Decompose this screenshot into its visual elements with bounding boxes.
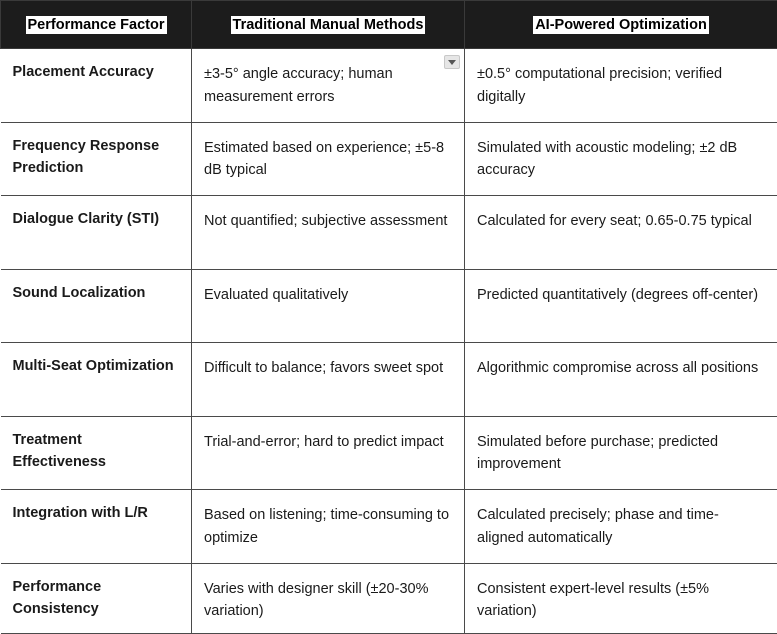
traditional-cell: Estimated based on experience; ±5-8 dB typical bbox=[192, 122, 465, 196]
traditional-cell: Not quantified; subjective assessment bbox=[192, 196, 465, 270]
header-row bbox=[1, 1, 777, 49]
factor-cell: Treatment Effectiveness bbox=[1, 416, 192, 490]
ai-cell: Consistent expert-level results (±5% variation) bbox=[465, 563, 777, 633]
traditional-cell: Difficult to balance; favors sweet spot bbox=[192, 343, 465, 417]
factor-cell: Frequency Response Prediction bbox=[1, 122, 192, 196]
header-traditional-methods bbox=[192, 1, 465, 49]
table-body bbox=[1, 49, 777, 634]
header-ai-optimization bbox=[465, 1, 777, 49]
traditional-cell: Trial-and-error; hard to predict impact bbox=[192, 416, 465, 490]
table-row bbox=[1, 49, 777, 123]
table-header bbox=[1, 1, 777, 49]
header-label: AI-Powered Optimization bbox=[533, 16, 709, 34]
header-performance-factor bbox=[1, 1, 192, 49]
ai-cell: Calculated for every seat; 0.65-0.75 typical bbox=[465, 196, 777, 270]
table-row bbox=[1, 563, 777, 633]
traditional-cell: Based on listening; time-consuming to optimize bbox=[192, 490, 465, 564]
table-row bbox=[1, 269, 777, 343]
header-label: Traditional Manual Methods bbox=[231, 16, 426, 34]
traditional-cell: Varies with designer skill (±20-30% variation) bbox=[192, 563, 465, 633]
table-row bbox=[1, 343, 777, 417]
cell-text: ±3-5° angle accuracy; human measurement errors bbox=[204, 66, 393, 105]
table-row bbox=[1, 196, 777, 270]
table-row bbox=[1, 122, 777, 196]
ai-cell: Simulated with acoustic modeling; ±2 dB accuracy bbox=[465, 122, 777, 196]
table-row bbox=[1, 416, 777, 490]
ai-cell: Calculated precisely; phase and time-aligned automatically bbox=[465, 490, 777, 564]
factor-cell: Sound Localization bbox=[1, 269, 192, 343]
traditional-cell[interactable] bbox=[192, 49, 465, 123]
header-label: Performance Factor bbox=[26, 16, 167, 34]
table-row bbox=[1, 490, 777, 564]
dropdown-arrow-icon[interactable] bbox=[444, 55, 460, 69]
ai-cell: Predicted quantitatively (degrees off-center) bbox=[465, 269, 777, 343]
ai-cell: ±0.5° computational precision; verified digitally bbox=[465, 49, 777, 123]
ai-cell: Simulated before purchase; predicted improvement bbox=[465, 416, 777, 490]
factor-cell: Placement Accuracy bbox=[1, 49, 192, 123]
factor-cell: Performance Consistency bbox=[1, 563, 192, 633]
traditional-cell: Evaluated qualitatively bbox=[192, 269, 465, 343]
factor-cell: Dialogue Clarity (STI) bbox=[1, 196, 192, 270]
factor-cell: Integration with L/R bbox=[1, 490, 192, 564]
ai-cell: Algorithmic compromise across all positions bbox=[465, 343, 777, 417]
factor-cell: Multi-Seat Optimization bbox=[1, 343, 192, 417]
